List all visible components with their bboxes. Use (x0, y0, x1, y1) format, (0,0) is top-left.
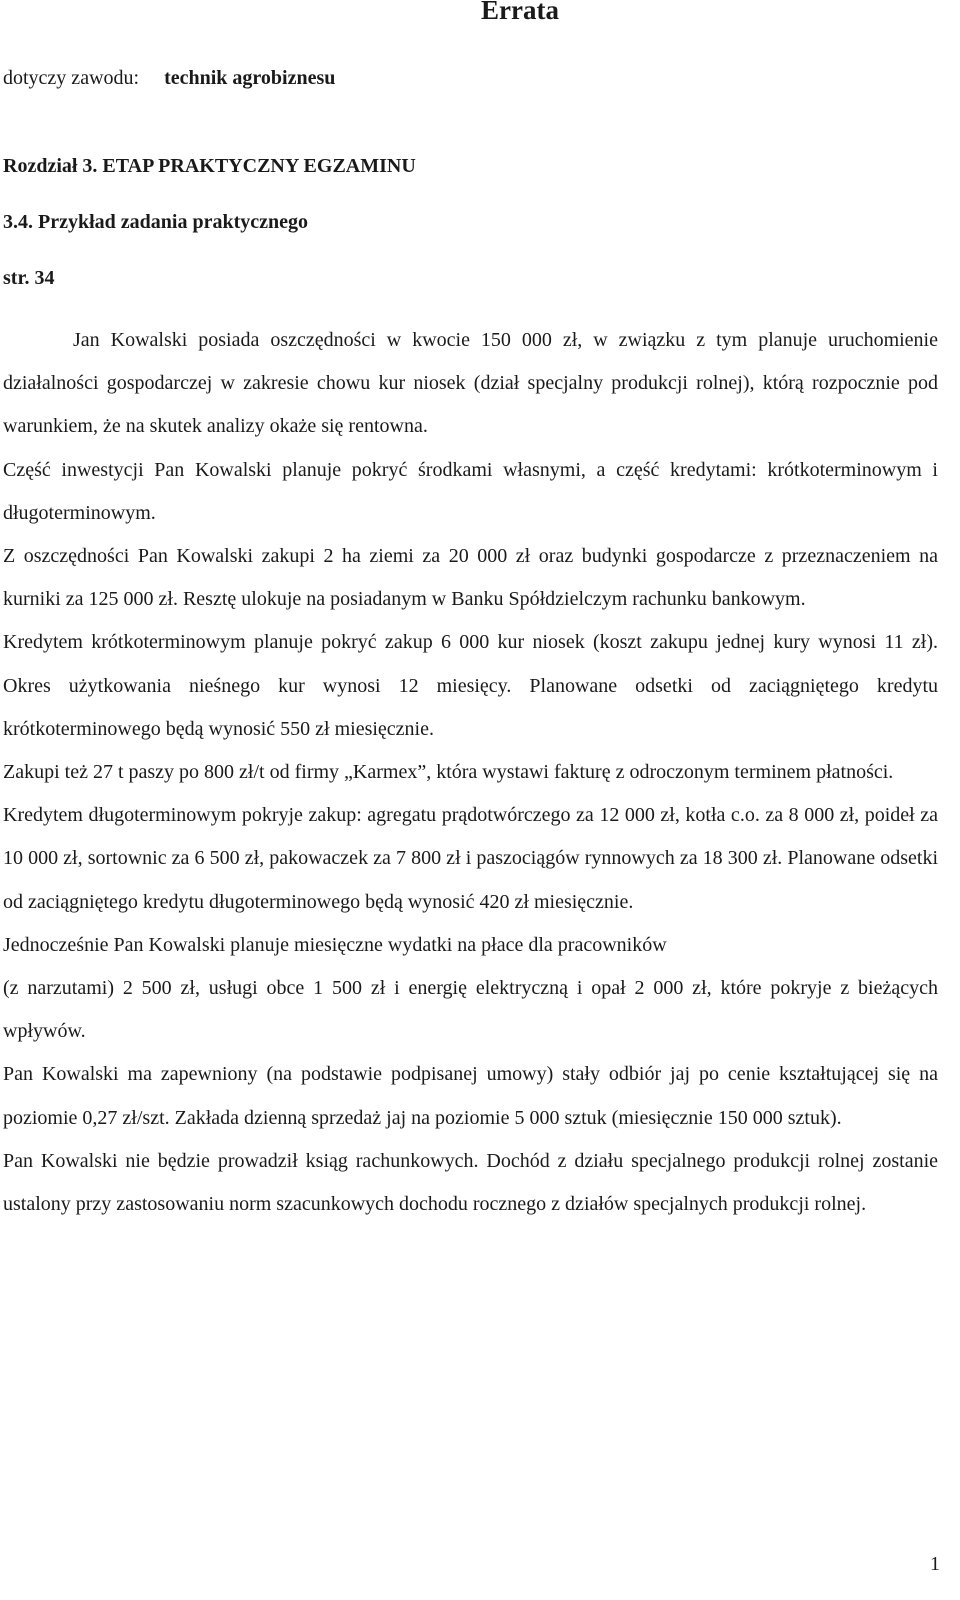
paragraph: Kredytem długoterminowym pokryje zakup: agregatu prądotwórczego za 12 000 zł, kotła c.o. za 8 000 zł, poideł za 10 000 zł, sortownic za 6 500 zł, pakowaczek za 7 800 zł i paszociągów rynnowych za 18 300 zł. Planowane odsetki od zaciągniętego kredytu długoterminowego będą wynosić 420 zł miesięcznie. (3, 804, 938, 913)
chapter-heading: Rozdział 3. ETAP PRAKTYCZNY EGZAMINU (3, 155, 416, 177)
paragraph: Pan Kowalski nie będzie prowadził ksiąg rachunkowych. Dochód z działu specjalnego produkcji rolnej zostanie ustalony przy zastosowaniu norm szacunkowych dochodu rocznego z działów specjalnych produkcji rolnej. (3, 1149, 938, 1216)
paragraph: Jan Kowalski posiada oszczędności w kwocie 150 000 zł, w związku z tym planuje uruchomienie działalności gospodarczej w zakresie chowu kur niosek (dział specjalny produkcji rolnej), którą rozpocznie pod warunkiem, że na skutek analizy okaże się rentowna. (3, 329, 938, 438)
paragraph: (z narzutami) 2 500 zł, usługi obce 1 500 zł i energię elektryczną i opał 2 000 zł, które pokryje z bieżących wpływów. (3, 977, 938, 1043)
paragraph: Część inwestycji Pan Kowalski planuje pokryć środkami własnymi, a część kredytami: krótkoterminowym i długoterminowym. (3, 458, 938, 524)
paragraph: Zakupi też 27 t paszy po 800 zł/t od firmy „Karmex”, która wystawi fakturę z odroczonym terminem płatności. (3, 761, 894, 784)
document-title: Errata (481, 0, 559, 25)
paragraph: Jednocześnie Pan Kowalski planuje miesięczne wydatki na płace dla pracowników (3, 933, 667, 956)
paragraph: Kredytem krótkoterminowym planuje pokryć zakup 6 000 kur niosek (koszt zakupu jednej kury wynosi 11 zł). Okres użytkowania nieśnego kur wynosi 12 miesięcy. Planowane odsetki od zaciągniętego kredytu krótkoterminowego będą wynosić 550 zł miesięcznie. (3, 631, 938, 740)
profession-label: dotyczy zawodu: (3, 67, 140, 89)
profession-line (3, 66, 335, 90)
page-reference: str. 34 (3, 267, 55, 289)
paragraph: Pan Kowalski ma zapewniony (na podstawie podpisanej umowy) stały odbiór jaj po cenie kształtującej się na poziomie 0,27 zł/szt. Zakłada dzienną sprzedaż jaj na poziomie 5 000 sztuk (miesięcznie 150 000 sztuk). (3, 1063, 938, 1129)
page-number: 1 (930, 1553, 940, 1575)
profession-value: technik agrobiznesu (164, 67, 336, 89)
body-text (3, 319, 938, 1226)
section-heading: 3.4. Przykład zadania praktycznego (3, 211, 308, 233)
paragraph: Z oszczędności Pan Kowalski zakupi 2 ha ziemi za 20 000 zł oraz budynki gospodarcze z przeznaczeniem na kurniki za 125 000 zł. Resztę ulokuje na posiadanym w Banku Spółdzielczym rachunku bankowym. (3, 545, 938, 611)
